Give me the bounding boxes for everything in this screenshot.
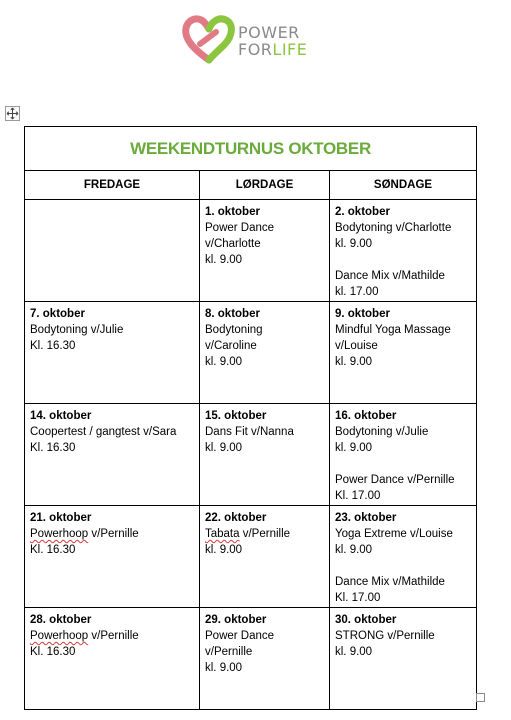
- day-cell[interactable]: [200, 404, 330, 506]
- day-cell[interactable]: [330, 404, 477, 506]
- day-date: 29. oktober: [205, 614, 267, 626]
- class-line: kl. 17.00: [335, 286, 379, 298]
- class-line: Mindful Yoga Massage: [335, 324, 451, 336]
- day-date: 2. oktober: [335, 206, 390, 218]
- day-cell[interactable]: [25, 608, 200, 710]
- class-line-rest: v/Pernille: [88, 630, 139, 642]
- day-date: 21. oktober: [30, 512, 92, 524]
- day-date: 16. oktober: [335, 410, 397, 422]
- class-line: kl. 9.00: [205, 662, 243, 674]
- table-title: WEEKENDTURNUS OKTOBER: [25, 127, 477, 171]
- day-cell[interactable]: [25, 302, 200, 404]
- class-line: Power Dance v/Pernille: [335, 474, 455, 486]
- class-line: kl. 9.00: [335, 356, 373, 368]
- class-line: Kl. 17.00: [335, 592, 381, 604]
- class-line: Dance Mix v/Mathilde: [335, 270, 445, 282]
- day-cell[interactable]: [330, 506, 477, 608]
- class-line: Kl. 16.30: [30, 442, 76, 454]
- class-line: [30, 526, 194, 542]
- day-cell[interactable]: [330, 608, 477, 710]
- spellcheck-flagged-word: Tabata: [205, 528, 240, 540]
- logo-line-power: POWER: [238, 23, 300, 42]
- class-line: Bodytoning v/Julie: [30, 324, 124, 336]
- class-line-rest: v/Pernille: [239, 528, 291, 540]
- class-line: Power Dance: [205, 630, 275, 642]
- class-line: Bodytoning v/Julie: [335, 426, 429, 438]
- class-line: v/Charlotte: [205, 238, 261, 250]
- class-line: Bodytoning v/Charlotte: [335, 222, 452, 234]
- class-line: Bodytoning: [205, 324, 263, 336]
- day-date: 14. oktober: [30, 410, 92, 422]
- class-line: kl. 9.00: [335, 646, 373, 658]
- day-cell[interactable]: [25, 404, 200, 506]
- day-date: 23. oktober: [335, 512, 397, 524]
- day-date: 30. oktober: [335, 614, 397, 626]
- schedule-row: [25, 200, 477, 302]
- line-gap: [335, 558, 471, 574]
- class-line: Kl. 16.30: [30, 646, 76, 658]
- class-line: kl. 9.00: [205, 442, 243, 454]
- header-lordage: LØRDAGE: [200, 171, 330, 200]
- spellcheck-flagged-word: Powerhoop: [30, 528, 89, 540]
- class-line: kl. 9.00: [335, 544, 373, 556]
- schedule-row: [25, 404, 477, 506]
- day-date: 15. oktober: [205, 410, 267, 422]
- day-date: 1. oktober: [205, 206, 260, 218]
- class-line: kl. 9.00: [205, 544, 243, 556]
- line-gap: [335, 252, 471, 268]
- schedule-row: [25, 302, 477, 404]
- logo-word-life: LIFE: [272, 40, 308, 59]
- table-move-handle[interactable]: [5, 106, 20, 121]
- class-line: Dance Mix v/Mathilde: [335, 576, 445, 588]
- heart-logo-icon: [182, 12, 236, 66]
- class-line: kl. 9.00: [205, 356, 243, 368]
- day-cell[interactable]: [330, 200, 477, 302]
- day-date: 8. oktober: [205, 308, 260, 320]
- day-cell[interactable]: [200, 302, 330, 404]
- day-cell[interactable]: [330, 302, 477, 404]
- class-line: kl. 9.00: [205, 254, 243, 266]
- day-cell[interactable]: [200, 506, 330, 608]
- class-line: [30, 628, 194, 644]
- schedule-row: [25, 506, 477, 608]
- class-line: [205, 526, 324, 542]
- class-line: Coopertest / gangtest v/Sara: [30, 426, 177, 438]
- schedule-body: [25, 200, 477, 710]
- header-sondage: SØNDAGE: [330, 171, 477, 200]
- logo-wordmark: [238, 24, 307, 58]
- class-line: STRONG v/Pernille: [335, 630, 435, 642]
- spellcheck-flagged-word: Powerhoop: [30, 630, 89, 642]
- header-fredage: FREDAGE: [25, 171, 200, 200]
- class-line: Kl. 17.00: [335, 490, 381, 502]
- class-line: Yoga Extreme v/Louise: [335, 528, 453, 540]
- class-line: v/Pernille: [205, 646, 253, 658]
- class-line: Kl. 16.30: [30, 544, 76, 556]
- class-line: v/Caroline: [205, 340, 257, 352]
- day-cell[interactable]: [200, 608, 330, 710]
- day-cell[interactable]: [25, 200, 200, 302]
- power-for-life-logo: [182, 10, 322, 66]
- logo-line-forlife: [238, 41, 307, 58]
- day-date: 9. oktober: [335, 308, 390, 320]
- day-date: 22. oktober: [205, 512, 267, 524]
- day-date: 28. oktober: [30, 614, 92, 626]
- day-cell[interactable]: [25, 506, 200, 608]
- table-resize-handle[interactable]: [476, 693, 485, 702]
- title-row: [25, 127, 477, 171]
- schedule-row: [25, 608, 477, 710]
- class-line: Kl. 16.30: [30, 340, 76, 352]
- class-line: kl. 9.00: [335, 238, 373, 250]
- logo-word-for: FOR: [238, 40, 273, 59]
- class-line: v/Louise: [335, 340, 378, 352]
- class-line: kl. 9.00: [335, 442, 373, 454]
- line-gap: [335, 456, 471, 472]
- move-arrows-icon: [6, 107, 19, 120]
- class-line: Dans Fit v/Nanna: [205, 426, 294, 438]
- header-row: [25, 171, 477, 200]
- class-line-rest: v/Pernille: [88, 528, 139, 540]
- class-line: Power Dance: [205, 222, 275, 234]
- schedule-table: [24, 126, 477, 710]
- day-cell[interactable]: [200, 200, 330, 302]
- day-date: 7. oktober: [30, 308, 85, 320]
